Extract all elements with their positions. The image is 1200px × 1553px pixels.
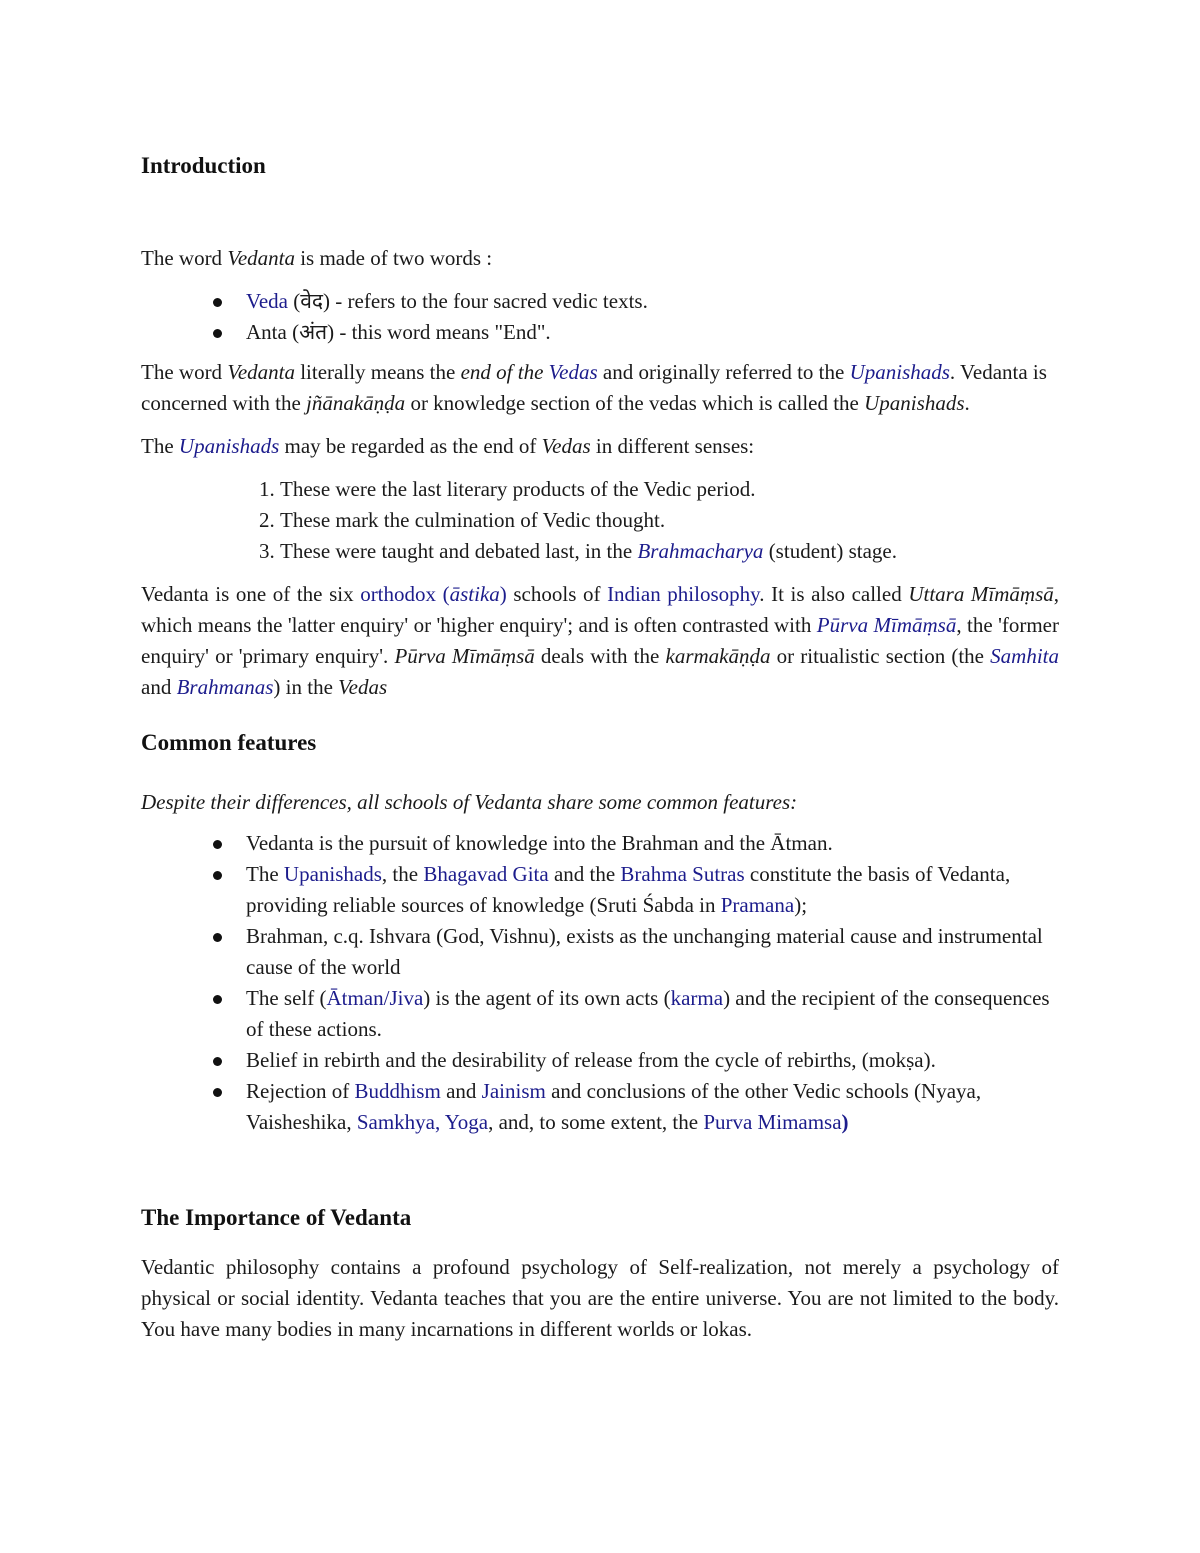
link-karma[interactable]: karma <box>670 986 724 1010</box>
text-run: ) is the agent of its own acts ( <box>423 986 671 1010</box>
text-run: may be regarded as the end of <box>279 434 542 458</box>
link-veda[interactable]: Veda <box>246 289 288 313</box>
term-upanishads: Upanishads <box>864 391 965 415</box>
text-run: These were taught and debated last, in the <box>280 539 638 563</box>
link-upanishads[interactable]: Upanishads <box>849 360 950 384</box>
link-pramana[interactable]: Pramana <box>720 893 795 917</box>
text-run: constitute the basis of Vedanta, providing reliable sources of knowledge (Sruti Śabda in <box>246 862 1011 917</box>
text-run: ) and the recipient of the consequences of these actions. <box>246 986 1050 1041</box>
intro-paragraph-4 <box>141 579 1059 703</box>
term-vedas: Vedas <box>338 675 388 699</box>
link-astika[interactable]: āstika <box>449 582 500 606</box>
text-run: , <box>434 1110 445 1134</box>
text-run: Brahman, c.q. Ishvara (God, Vishnu), exists as the unchanging material cause and instrumental cause of the world <box>246 924 1043 979</box>
link-upanishads[interactable]: Upanishads <box>283 862 382 886</box>
link-indian-philosophy[interactable]: Indian philosophy <box>607 582 760 606</box>
link-purva-mimamsa[interactable]: Pūrva Mīmāṃsā <box>816 613 957 637</box>
text-run: Despite their differences, all schools of Vedanta share some common features: <box>141 790 798 814</box>
importance-paragraph: Vedantic philosophy contains a profound psychology of Self-realization, not merely a psychology of physical or social identity. Vedanta teaches that you are the entire universe. You are not limited to the body. You have many bodies in many incarnations in different worlds or lokas. <box>141 1255 1059 1341</box>
text-run: . Vedanta is concerned with the <box>141 360 1047 415</box>
text-run: ); <box>794 893 808 917</box>
text-run: schools of <box>506 582 608 606</box>
text-run: Anta (अंत) - this word means "End". <box>246 320 551 344</box>
text-run: and conclusions of the other Vedic schools (Nyaya, Vaisheshika, <box>246 1079 982 1134</box>
link-jainism[interactable]: Jainism <box>481 1079 546 1103</box>
text-run: or knowledge section of the vedas which is called the <box>405 391 865 415</box>
text-run: (वेद) - refers to the four sacred vedic texts. <box>287 289 648 313</box>
link-brahmacharya[interactable]: Brahmacharya <box>637 539 764 563</box>
intro-paragraph-2 <box>141 357 1059 419</box>
link-bhagavad-gita[interactable]: Bhagavad Gita <box>423 862 549 886</box>
text-run: ) <box>841 1110 849 1134</box>
term-uttara-mimamsa: Uttara Mīmāṃsā <box>908 582 1054 606</box>
link-brahmanas[interactable]: Brahmanas <box>176 675 274 699</box>
text-run: The self ( <box>246 986 327 1010</box>
text-run: and <box>440 1079 482 1103</box>
text-run: and <box>141 675 177 699</box>
text-run: Belief in rebirth and the desirability of release from the cycle of rebirths, (mokṣa). <box>246 1048 936 1072</box>
heading-introduction: Introduction <box>141 153 266 178</box>
text-run: The word <box>141 360 228 384</box>
text-run: and originally referred to the <box>597 360 850 384</box>
text-run: ( <box>436 582 450 606</box>
list-item <box>218 1045 1059 1076</box>
text-run: ) in the <box>273 675 339 699</box>
list-item <box>218 921 1059 983</box>
text-run: in different senses: <box>590 434 755 458</box>
link-purva-mimamsa[interactable]: Purva Mimamsa <box>703 1110 842 1134</box>
term-jnanakanda: jñānakāṇḍa <box>306 391 406 415</box>
link-samkhya[interactable]: Samkhya <box>356 1110 435 1134</box>
text-run: , the <box>381 862 424 886</box>
text-run: literally means the <box>294 360 461 384</box>
intro-word-list <box>141 286 1059 348</box>
list-item <box>218 983 1059 1045</box>
text-run: and the <box>548 862 621 886</box>
link-buddhism[interactable]: Buddhism <box>354 1079 441 1103</box>
list-item <box>218 286 1059 317</box>
term-purva-mimamsa: Pūrva Mīmāṃsā <box>394 644 535 668</box>
senses-list <box>141 474 1059 567</box>
text-run: or ritualistic section (the <box>770 644 991 668</box>
text-run: The <box>246 862 284 886</box>
text-run: These were the last literary products of the Vedic period. <box>280 477 756 501</box>
text-run: (student) stage. <box>763 539 897 563</box>
list-item <box>280 505 1059 536</box>
term-end-of-the: end of the <box>460 360 549 384</box>
text-run: , which means the 'latter enquiry' or 'higher enquiry'; and is often contrasted with <box>141 582 1059 637</box>
list-item <box>280 536 1059 567</box>
text-run: The word <box>141 246 228 270</box>
text-run: These mark the culmination of Vedic thought. <box>280 508 666 532</box>
link-atman-jiva[interactable]: Ātman/Jiva <box>326 986 424 1010</box>
common-features-list <box>141 828 1059 1138</box>
heading-importance: The Importance of Vedanta <box>141 1205 412 1230</box>
text-run: , and, to some extent, the <box>488 1110 704 1134</box>
term-vedanta: Vedanta <box>227 360 295 384</box>
heading-common-features: Common features <box>141 730 317 755</box>
term-karmakanda: karmakāṇḍa <box>665 644 771 668</box>
text-run: . It is also called <box>759 582 909 606</box>
text-run: Rejection of <box>246 1079 355 1103</box>
text-run: . <box>964 391 970 415</box>
text-run: ) <box>499 582 507 606</box>
list-item <box>218 828 1059 859</box>
list-item <box>280 474 1059 505</box>
text-run: deals with the <box>534 644 666 668</box>
link-yoga[interactable]: Yoga <box>444 1110 489 1134</box>
term-vedas: Vedas <box>541 434 591 458</box>
common-lead <box>141 787 1059 818</box>
text-run: Vedanta is one of the six <box>141 582 361 606</box>
link-orthodox[interactable]: orthodox <box>360 582 437 606</box>
text-run: , the 'former enquiry' or 'primary enquiry'. <box>141 613 1059 668</box>
link-upanishads[interactable]: Upanishads <box>178 434 280 458</box>
intro-paragraph-1 <box>141 243 1059 274</box>
text-run: Vedanta is the pursuit of knowledge into the Brahman and the Ātman. <box>246 831 833 855</box>
text-run: The <box>141 434 179 458</box>
list-item <box>218 859 1059 921</box>
link-vedas[interactable]: Vedas <box>548 360 598 384</box>
text-run: is made of two words : <box>294 246 493 270</box>
term-vedanta: Vedanta <box>227 246 295 270</box>
link-samhita[interactable]: Samhita <box>990 644 1059 668</box>
list-item <box>218 1076 1059 1138</box>
link-brahma-sutras[interactable]: Brahma Sutras <box>620 862 745 886</box>
intro-paragraph-3 <box>141 431 1059 462</box>
list-item <box>218 317 1059 348</box>
